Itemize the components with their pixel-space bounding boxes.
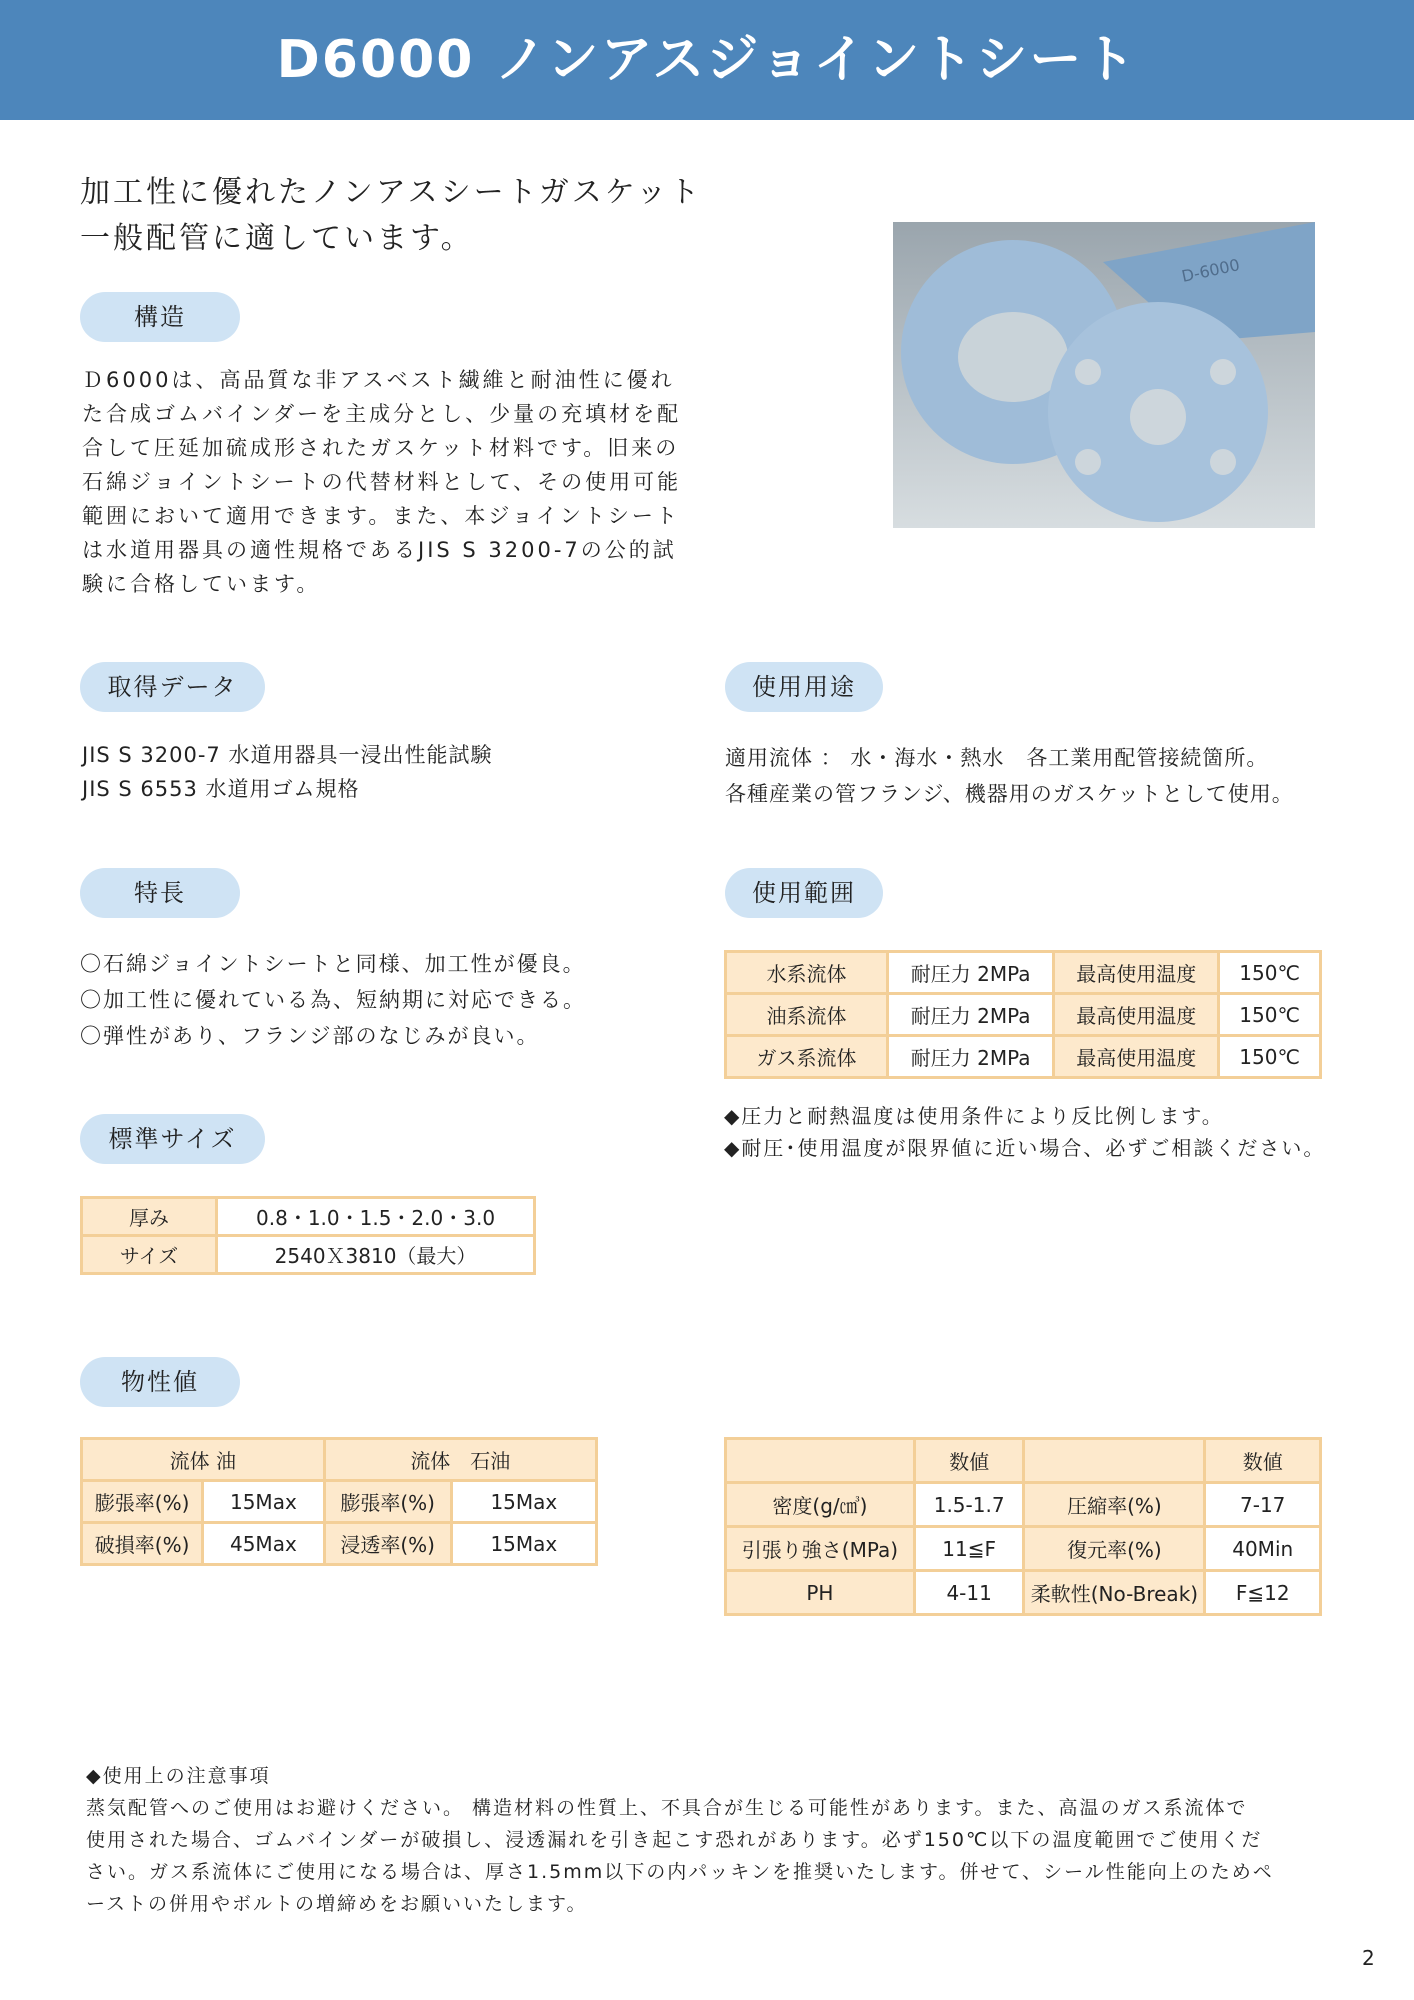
table-cell: 厚み bbox=[82, 1198, 217, 1236]
table-cell: 150℃ bbox=[1219, 994, 1321, 1036]
caution-title: ◆使用上の注意事項 bbox=[86, 1765, 271, 1787]
table-cell: 最高使用温度 bbox=[1054, 952, 1219, 994]
table-cell: ガス系流体 bbox=[726, 1036, 888, 1078]
table-header bbox=[726, 1439, 915, 1483]
table-cell: 最高使用温度 bbox=[1054, 1036, 1219, 1078]
tagline bbox=[80, 170, 702, 262]
caution-notes bbox=[86, 1760, 1336, 1920]
table-row bbox=[726, 1571, 1321, 1615]
table-header: 流体 油 bbox=[82, 1439, 325, 1481]
gasket-photo-icon bbox=[893, 222, 1315, 528]
table-row bbox=[726, 952, 1321, 994]
fluid-property-table bbox=[80, 1437, 598, 1566]
table-cell: 15Max bbox=[203, 1481, 324, 1523]
table-row bbox=[726, 1527, 1321, 1571]
physical-value-table bbox=[724, 1437, 1322, 1616]
table-cell: 7-17 bbox=[1205, 1483, 1321, 1527]
feature-item: 〇石綿ジョイントシートと同様、加工性が優良。 bbox=[80, 952, 586, 976]
table-header bbox=[1024, 1439, 1205, 1483]
usage-range-table bbox=[724, 950, 1322, 1079]
section-heading-standard-size: 標準サイズ bbox=[80, 1114, 265, 1164]
table-cell: 1.5-1.7 bbox=[914, 1483, 1024, 1527]
structure-line: 合して圧延加硫成形されたガスケット材料です。旧来の bbox=[82, 436, 680, 460]
certification-line: JIS S 6553 水道用ゴム規格 bbox=[82, 777, 360, 801]
table-cell: 150℃ bbox=[1219, 1036, 1321, 1078]
structure-line: Ｄ6000は、高品質な非アスベスト繊維と耐油性に優れ bbox=[82, 368, 675, 392]
table-cell: 柔軟性(No-Break) bbox=[1024, 1571, 1205, 1615]
structure-line: た合成ゴムバインダーを主成分とし、少量の充填材を配 bbox=[82, 402, 682, 426]
svg-text:D-6000: D-6000 bbox=[1179, 255, 1242, 286]
features-list bbox=[80, 946, 680, 1054]
range-note: ◆圧力と耐熱温度は使用条件により反比例します。 bbox=[724, 1104, 1224, 1128]
table-row bbox=[726, 1439, 1321, 1483]
certification-line: JIS S 3200-7 水道用器具一浸出性能試験 bbox=[82, 743, 493, 767]
table-cell: 油系流体 bbox=[726, 994, 888, 1036]
table-cell: 耐圧力 2MPa bbox=[888, 1036, 1054, 1078]
table-cell: 水系流体 bbox=[726, 952, 888, 994]
section-heading-features: 特長 bbox=[80, 868, 240, 918]
table-header: 流体 石油 bbox=[324, 1439, 596, 1481]
table-cell: 耐圧力 2MPa bbox=[888, 952, 1054, 994]
table-cell: 引張り強さ(MPa) bbox=[726, 1527, 915, 1571]
table-cell: 15Max bbox=[451, 1481, 596, 1523]
table-cell: 4-11 bbox=[914, 1571, 1024, 1615]
table-row bbox=[82, 1236, 535, 1274]
table-cell: 最高使用温度 bbox=[1054, 994, 1219, 1036]
gasket-photo bbox=[893, 222, 1315, 528]
table-row bbox=[82, 1523, 597, 1565]
table-row bbox=[82, 1481, 597, 1523]
table-cell: サイズ bbox=[82, 1236, 217, 1274]
caution-line: 使用された場合、ゴムバインダーが破損し、浸透漏れを引き起こす恐れがあります。必ず150℃以下の温度範囲でご使用くだ bbox=[86, 1829, 1263, 1851]
table-cell: 45Max bbox=[203, 1523, 324, 1565]
table-header: 数値 bbox=[1205, 1439, 1321, 1483]
structure-description bbox=[82, 363, 722, 601]
table-cell: 11≦F bbox=[914, 1527, 1024, 1571]
structure-line: 験に合格しています。 bbox=[82, 572, 321, 596]
section-heading-usage: 使用用途 bbox=[725, 662, 883, 712]
certification-list bbox=[82, 738, 682, 806]
tagline-line: 加工性に優れたノンアスシートガスケット bbox=[80, 175, 703, 210]
table-cell: F≦12 bbox=[1205, 1571, 1321, 1615]
table-row bbox=[82, 1198, 535, 1236]
table-row bbox=[726, 1483, 1321, 1527]
usage-list bbox=[725, 740, 1375, 812]
tagline-line: 一般配管に適しています。 bbox=[80, 221, 474, 256]
structure-line: は水道用器具の適性規格であるJIS S 3200-7の公的試 bbox=[82, 538, 677, 562]
table-cell: 復元率(%) bbox=[1024, 1527, 1205, 1571]
table-cell: 耐圧力 2MPa bbox=[888, 994, 1054, 1036]
section-heading-properties: 物性値 bbox=[80, 1357, 240, 1407]
usage-line: 各種産業の管フランジ、機器用のガスケットとして使用。 bbox=[725, 782, 1294, 806]
feature-item: 〇弾性があり、フランジ部のなじみが良い。 bbox=[80, 1024, 540, 1048]
table-cell: 密度(g/㎤) bbox=[726, 1483, 915, 1527]
section-heading-range: 使用範囲 bbox=[725, 868, 883, 918]
table-cell: 0.8・1.0・1.5・2.0・3.0 bbox=[217, 1198, 535, 1236]
table-cell: 膨張率(%) bbox=[82, 1481, 203, 1523]
feature-item: 〇加工性に優れている為、短納期に対応できる。 bbox=[80, 988, 586, 1012]
table-cell: 圧縮率(%) bbox=[1024, 1483, 1205, 1527]
table-cell: 15Max bbox=[451, 1523, 596, 1565]
caution-line: 蒸気配管へのご使用はお避けください。 構造材料の性質上、不具合が生じる可能性があります。また、高温のガス系流体で bbox=[86, 1797, 1248, 1819]
table-cell: 2540Ｘ3810（最大） bbox=[217, 1236, 535, 1274]
page-number: 2 bbox=[1362, 1946, 1375, 1970]
section-heading-certification: 取得データ bbox=[80, 662, 265, 712]
standard-size-table bbox=[80, 1196, 536, 1275]
table-cell: PH bbox=[726, 1571, 915, 1615]
table-cell: 40Min bbox=[1205, 1527, 1321, 1571]
table-row bbox=[726, 1036, 1321, 1078]
section-heading-structure: 構造 bbox=[80, 292, 240, 342]
structure-line: 範囲において適用できます。また、本ジョイントシート bbox=[82, 504, 680, 528]
range-note: ◆耐圧･使用温度が限界値に近い場合、必ずご相談ください。 bbox=[724, 1136, 1326, 1160]
table-cell: 破損率(%) bbox=[82, 1523, 203, 1565]
table-row bbox=[82, 1439, 597, 1481]
structure-line: 石綿ジョイントシートの代替材料として、その使用可能 bbox=[82, 470, 682, 494]
table-cell: 膨張率(%) bbox=[324, 1481, 451, 1523]
usage-line: 適用流体 ： 水・海水・熱水 各工業用配管接続箇所。 bbox=[725, 746, 1269, 770]
table-cell: 150℃ bbox=[1219, 952, 1321, 994]
table-cell: 浸透率(%) bbox=[324, 1523, 451, 1565]
caution-line: さい。ガス系流体にご使用になる場合は、厚さ1.5mm以下の内パッキンを推奨いたします。併せて、シール性能向上のためペ bbox=[86, 1861, 1274, 1883]
page-title: D6000 ノンアスジョイントシート bbox=[276, 30, 1138, 90]
table-header: 数値 bbox=[914, 1439, 1024, 1483]
caution-line: ーストの併用やボルトの増締めをお願いいたします。 bbox=[86, 1893, 588, 1915]
table-row bbox=[726, 994, 1321, 1036]
range-notes bbox=[724, 1100, 1384, 1164]
